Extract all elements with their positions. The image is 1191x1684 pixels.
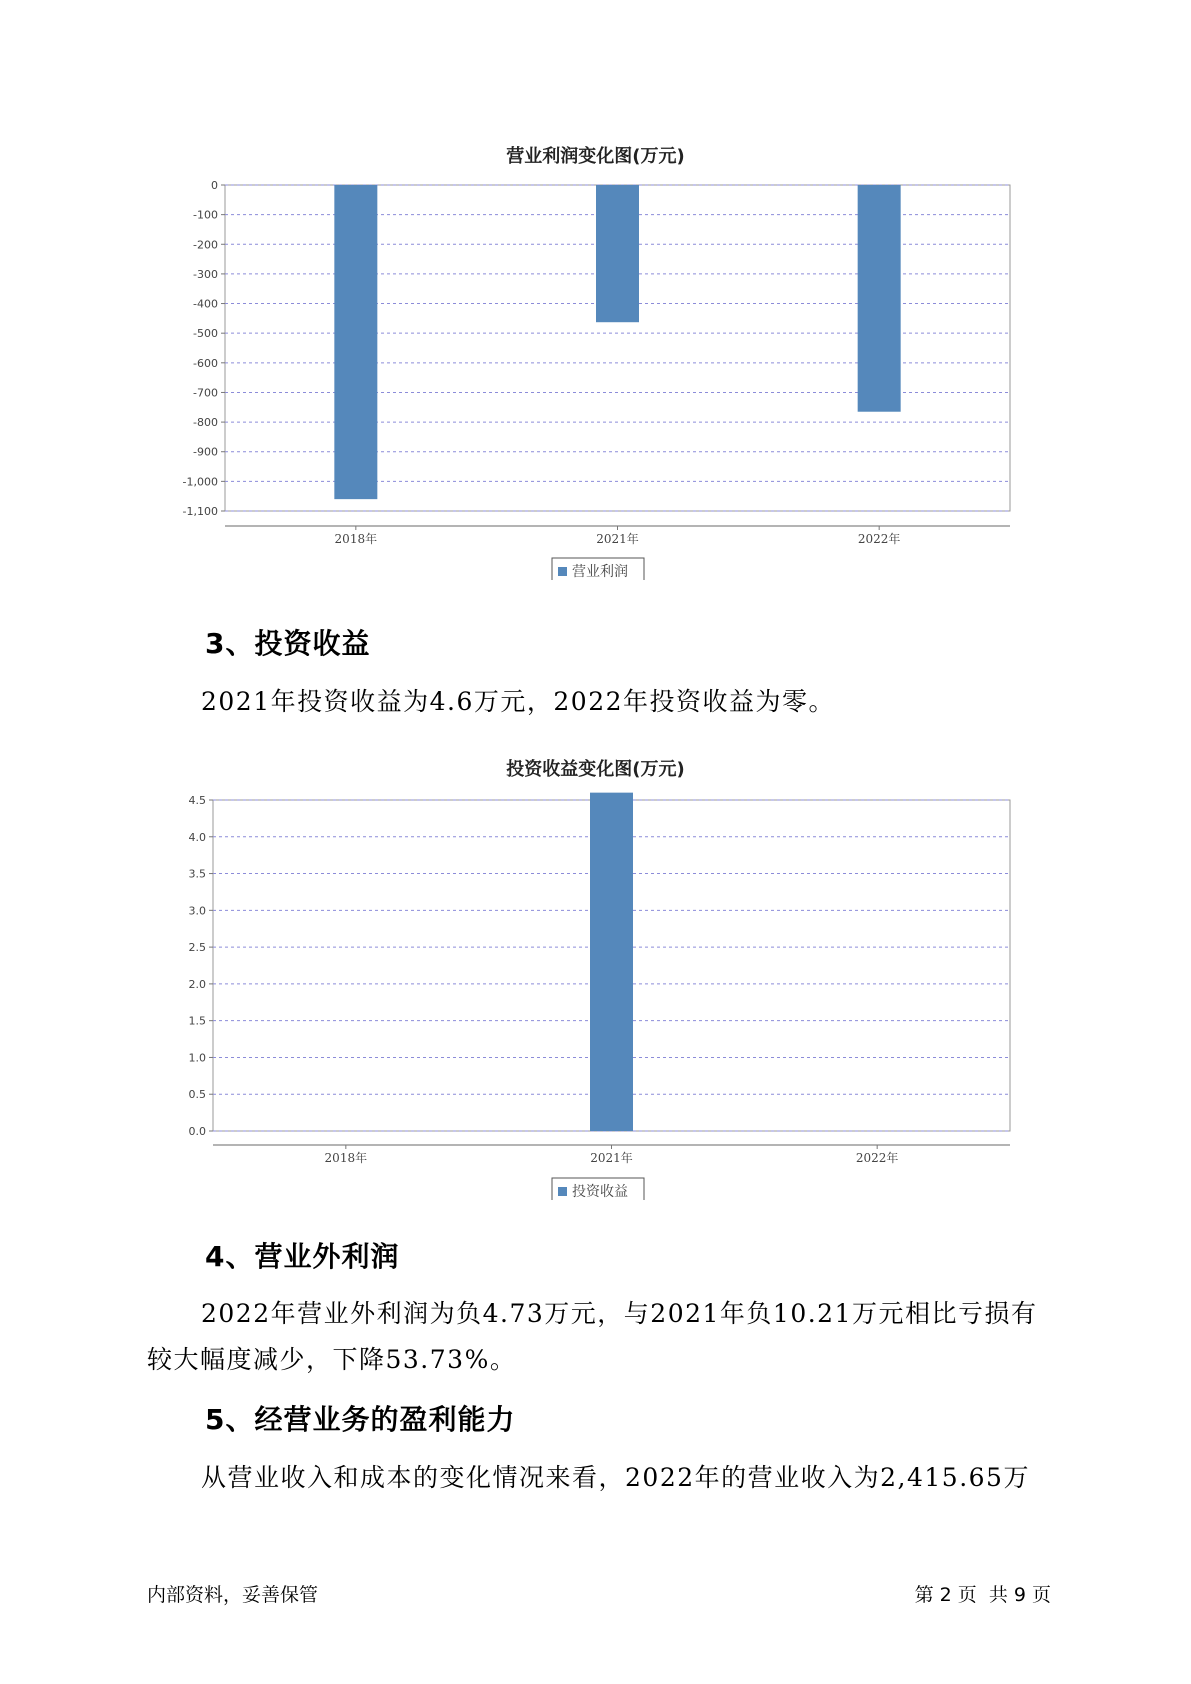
- footer-confidential-note: 内部资料，妥善保管: [147, 1584, 319, 1606]
- footer-page-number: 第 2 页 共 9 页: [914, 1584, 1051, 1606]
- x-tick-label: 2021年: [596, 532, 639, 546]
- y-tick-label: -700: [193, 386, 218, 400]
- investment-income-chart: [0, 760, 1191, 1200]
- y-tick-label: -900: [193, 445, 218, 459]
- y-tick-label: 2.0: [188, 977, 206, 991]
- chart-title-operating-profit: 营业利润变化图(万元): [506, 146, 685, 167]
- y-tick-label: 0.5: [188, 1088, 206, 1102]
- x-tick-label: 2018年: [324, 1151, 368, 1165]
- section-text-investment-income: 2021年投资收益为4.6万元，2022年投资收益为零。: [201, 687, 836, 716]
- y-tick-label: 0.0: [188, 1125, 206, 1138]
- y-tick-label: 1.0: [188, 1051, 206, 1065]
- section-text-profitability: 从营业收入和成本的变化情况来看，2022年的营业收入为2,415.65万: [201, 1463, 1030, 1492]
- y-tick-label: 3.5: [188, 867, 206, 881]
- y-tick-label: 4.0: [188, 830, 206, 844]
- y-tick-label: -1,000: [182, 475, 218, 489]
- chart-title-investment-income: 投资收益变化图(万元): [506, 759, 685, 780]
- y-tick-label: -100: [193, 208, 218, 222]
- bar-2021年: [590, 793, 633, 1131]
- x-tick-label: 2022年: [855, 1151, 899, 1165]
- y-tick-label: -600: [193, 356, 218, 370]
- y-tick-label: -200: [193, 238, 218, 252]
- bar-2018年: [334, 185, 377, 499]
- bar-2022年: [858, 185, 901, 412]
- legend-swatch: [558, 1187, 567, 1196]
- x-tick-label: 2022年: [857, 532, 901, 546]
- section-heading-profitability: 5、经营业务的盈利能力: [205, 1403, 516, 1436]
- y-tick-label: 0: [211, 179, 218, 192]
- y-tick-label: -500: [193, 327, 218, 341]
- legend-label: 营业利润: [572, 564, 628, 580]
- y-tick-label: 2.5: [188, 941, 206, 955]
- bar-2021年: [596, 185, 639, 322]
- legend-swatch: [558, 567, 567, 576]
- y-tick-label: -800: [193, 416, 218, 430]
- y-tick-label: 1.5: [188, 1014, 206, 1028]
- y-tick-label: 3.0: [188, 904, 206, 918]
- x-tick-label: 2018年: [334, 532, 378, 546]
- section-heading-non-operating-profit: 4、营业外利润: [205, 1240, 400, 1273]
- y-tick-label: -400: [193, 297, 218, 311]
- x-tick-label: 2021年: [590, 1151, 633, 1165]
- operating-profit-chart: [0, 130, 1191, 580]
- y-tick-label: 4.5: [188, 794, 206, 807]
- section-text-non-operating-profit: 2022年营业外利润为负4.73万元，与2021年负10.21万元相比亏损有较大幅度减少，下降53.73%。: [147, 1299, 1038, 1374]
- legend-label: 投资收益: [572, 1184, 628, 1200]
- y-tick-label: -300: [193, 267, 218, 281]
- y-tick-label: -1,100: [182, 505, 218, 518]
- section-heading-investment-income: 3、投资收益: [205, 627, 371, 660]
